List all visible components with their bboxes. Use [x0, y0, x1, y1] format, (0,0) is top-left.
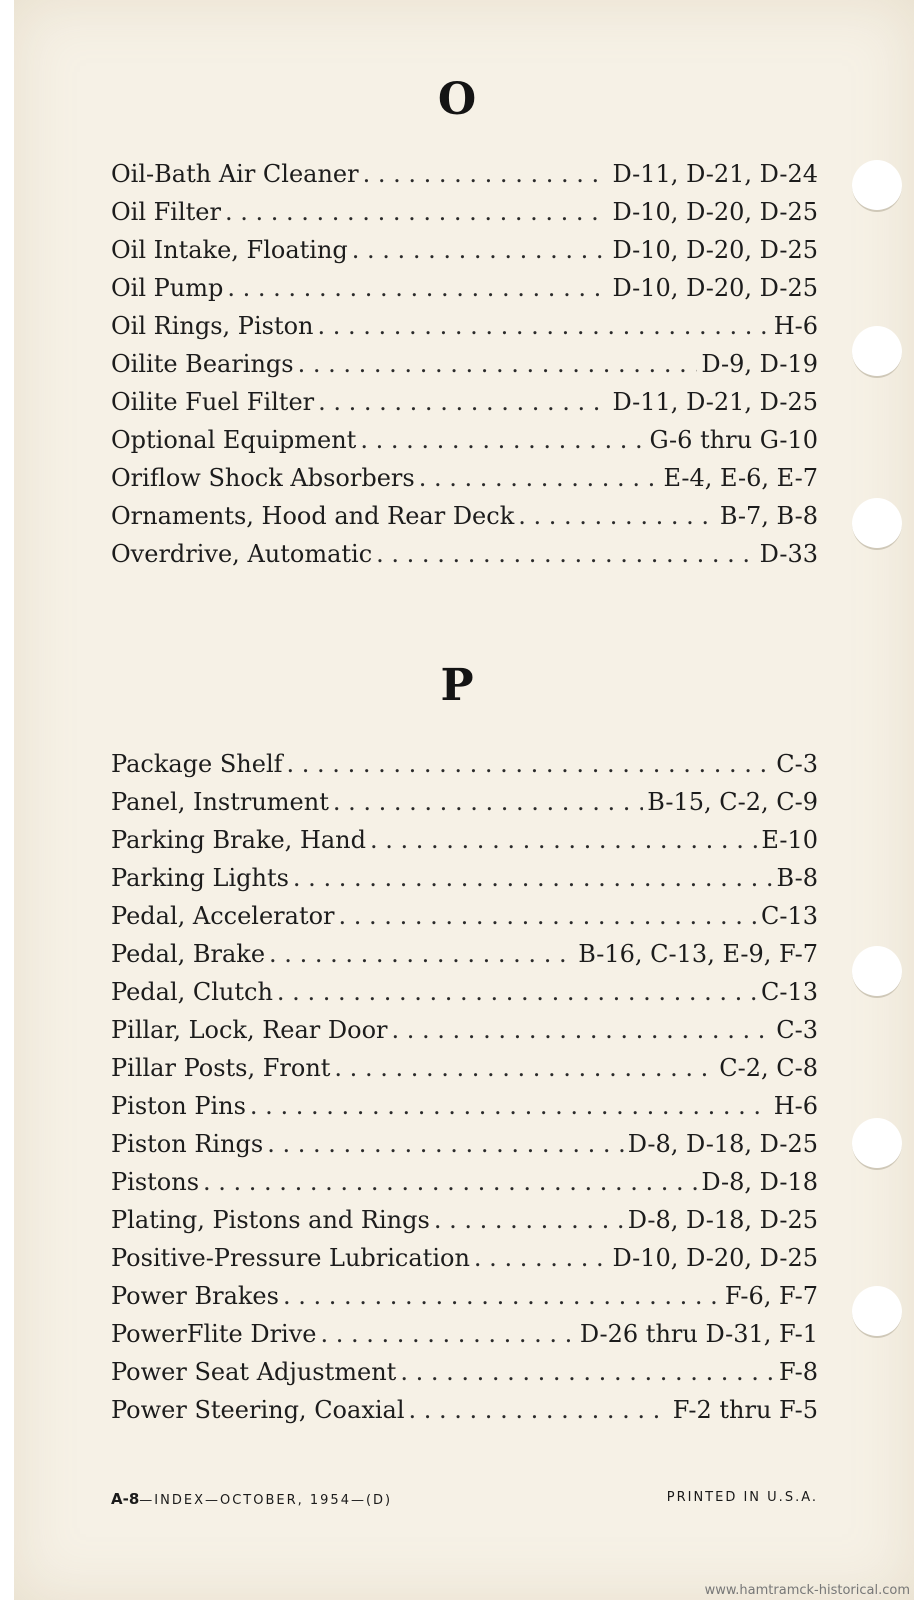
entry-name: Parking Brake, Hand — [111, 826, 366, 854]
index-entry — [111, 1396, 818, 1434]
index-entry — [111, 388, 818, 426]
entry-name: Positive-Pressure Lubrication — [111, 1244, 470, 1272]
entry-name: Power Seat Adjustment — [111, 1358, 397, 1386]
entry-page-ref: B-8 — [776, 864, 818, 892]
footer-left — [111, 1490, 392, 1508]
index-entry — [111, 198, 818, 236]
index-entry — [111, 160, 818, 198]
index-entry — [111, 1206, 818, 1244]
entry-page-ref: F-2 thru F-5 — [672, 1396, 818, 1424]
index-entry — [111, 1130, 818, 1168]
watermark-credit: www.hamtramck-historical.com — [704, 1583, 910, 1598]
dot-leader — [434, 1206, 624, 1234]
section-letter-p: P — [440, 660, 474, 711]
binder-hole — [852, 498, 902, 550]
entry-page-ref: B-15, C-2, C-9 — [647, 788, 818, 816]
dot-leader — [225, 198, 608, 226]
entry-page-ref: D-11, D-21, D-24 — [612, 160, 818, 188]
dot-leader — [283, 1282, 721, 1310]
dot-leader — [370, 826, 757, 854]
entry-page-ref: C-3 — [776, 750, 818, 778]
entry-name: Pedal, Clutch — [111, 978, 273, 1006]
entry-name: Oriflow Shock Absorbers — [111, 464, 415, 492]
dot-leader — [363, 160, 609, 188]
entry-name: Oil Pump — [111, 274, 224, 302]
index-entry — [111, 312, 818, 350]
entry-page-ref: C-2, C-8 — [719, 1054, 818, 1082]
dot-leader — [227, 274, 608, 302]
entry-page-ref: C-3 — [776, 1016, 818, 1044]
index-entry — [111, 1092, 818, 1130]
page-id: A-8 — [111, 1490, 140, 1508]
binder-hole — [852, 946, 902, 998]
entry-page-ref: D-10, D-20, D-25 — [612, 198, 818, 226]
entry-name: Optional Equipment — [111, 426, 357, 454]
index-entry — [111, 1282, 818, 1320]
entry-page-ref: G-6 thru G-10 — [649, 426, 818, 454]
entry-name: Pillar, Lock, Rear Door — [111, 1016, 388, 1044]
binder-hole — [852, 326, 902, 378]
index-entry — [111, 464, 818, 502]
dot-leader — [318, 388, 608, 416]
entry-page-ref: F-6, F-7 — [724, 1282, 818, 1310]
entry-page-ref: D-10, D-20, D-25 — [612, 236, 818, 264]
index-entry — [111, 902, 818, 940]
index-entry — [111, 1054, 818, 1092]
index-entry — [111, 826, 818, 864]
entry-page-ref: D-10, D-20, D-25 — [612, 274, 818, 302]
index-entry — [111, 1358, 818, 1396]
entry-page-ref: E-10 — [761, 826, 818, 854]
dot-leader — [293, 864, 773, 892]
entry-page-ref: H-6 — [773, 312, 818, 340]
dot-leader — [409, 1396, 669, 1424]
entry-name: Oilite Fuel Filter — [111, 388, 315, 416]
index-entry — [111, 978, 818, 1016]
index-entry — [111, 864, 818, 902]
entry-page-ref: H-6 — [773, 1092, 818, 1120]
entry-page-ref: D-8, D-18, D-25 — [627, 1206, 818, 1234]
index-entry — [111, 426, 818, 464]
index-entry — [111, 1320, 818, 1358]
binder-hole — [852, 160, 902, 212]
dot-leader — [203, 1168, 697, 1196]
entry-name: Pedal, Accelerator — [111, 902, 335, 930]
dot-leader — [334, 1054, 715, 1082]
entry-page-ref: D-26 thru D-31, F-1 — [579, 1320, 818, 1348]
entry-name: Overdrive, Automatic — [111, 540, 373, 568]
entry-name: Power Steering, Coaxial — [111, 1396, 405, 1424]
entry-page-ref: C-13 — [760, 978, 818, 1006]
index-entry — [111, 1244, 818, 1282]
entry-page-ref: D-9, D-19 — [701, 350, 818, 378]
entry-page-ref: B-16, C-13, E-9, F-7 — [578, 940, 818, 968]
index-entry — [111, 350, 818, 388]
entry-page-ref: F-8 — [779, 1358, 818, 1386]
index-entry — [111, 502, 818, 540]
entry-page-ref: B-7, B-8 — [719, 502, 818, 530]
entry-name: Pedal, Brake — [111, 940, 266, 968]
dot-leader — [419, 464, 660, 492]
index-entry — [111, 1168, 818, 1206]
entry-name: Pillar Posts, Front — [111, 1054, 331, 1082]
dot-leader — [518, 502, 716, 530]
index-entry — [111, 940, 818, 978]
section-letter-o: O — [437, 74, 477, 125]
dot-leader — [250, 1092, 770, 1120]
entry-page-ref: C-13 — [760, 902, 818, 930]
footer-index-date: —INDEX—OCTOBER, 1954—(D) — [139, 1493, 393, 1508]
index-entry — [111, 788, 818, 826]
entry-page-ref: D-8, D-18 — [701, 1168, 818, 1196]
dot-leader — [360, 426, 645, 454]
page-footer — [111, 1490, 818, 1508]
entry-name: Ornaments, Hood and Rear Deck — [111, 502, 515, 530]
dot-leader — [333, 788, 643, 816]
binder-hole — [852, 1286, 902, 1338]
dot-leader — [376, 540, 756, 568]
dot-leader — [320, 1320, 575, 1348]
index-entry — [111, 236, 818, 274]
binder-hole — [852, 1118, 902, 1170]
dot-leader — [298, 350, 698, 378]
dot-leader — [474, 1244, 609, 1272]
entry-name: Package Shelf — [111, 750, 283, 778]
index-list-p — [111, 750, 818, 1434]
entry-name: Oil-Bath Air Cleaner — [111, 160, 359, 188]
index-entry — [111, 750, 818, 788]
dot-leader — [352, 236, 609, 264]
entry-page-ref: D-11, D-21, D-25 — [612, 388, 818, 416]
dot-leader — [318, 312, 770, 340]
index-entry — [111, 274, 818, 312]
entry-page-ref: D-8, D-18, D-25 — [627, 1130, 818, 1158]
footer-printed: PRINTED IN U.S.A. — [666, 1490, 818, 1505]
dot-leader — [269, 940, 574, 968]
dot-leader — [277, 978, 757, 1006]
index-entry — [111, 540, 818, 578]
dot-leader — [400, 1358, 775, 1386]
entry-name: Panel, Instrument — [111, 788, 329, 816]
entry-name: Pistons — [111, 1168, 200, 1196]
entry-page-ref: E-4, E-6, E-7 — [663, 464, 818, 492]
entry-page-ref: D-33 — [759, 540, 818, 568]
entry-name: PowerFlite Drive — [111, 1320, 317, 1348]
entry-name: Plating, Pistons and Rings — [111, 1206, 430, 1234]
entry-name: Piston Rings — [111, 1130, 264, 1158]
entry-name: Oil Intake, Floating — [111, 236, 348, 264]
entry-name: Piston Pins — [111, 1092, 246, 1120]
entry-name: Power Brakes — [111, 1282, 279, 1310]
dot-leader — [287, 750, 773, 778]
dot-leader — [339, 902, 757, 930]
entry-name: Parking Lights — [111, 864, 289, 892]
entry-name: Oilite Bearings — [111, 350, 294, 378]
entry-name: Oil Rings, Piston — [111, 312, 314, 340]
entry-page-ref: D-10, D-20, D-25 — [612, 1244, 818, 1272]
dot-leader — [267, 1130, 624, 1158]
entry-name: Oil Filter — [111, 198, 221, 226]
index-entry — [111, 1016, 818, 1054]
dot-leader — [392, 1016, 773, 1044]
index-list-o — [111, 160, 818, 578]
